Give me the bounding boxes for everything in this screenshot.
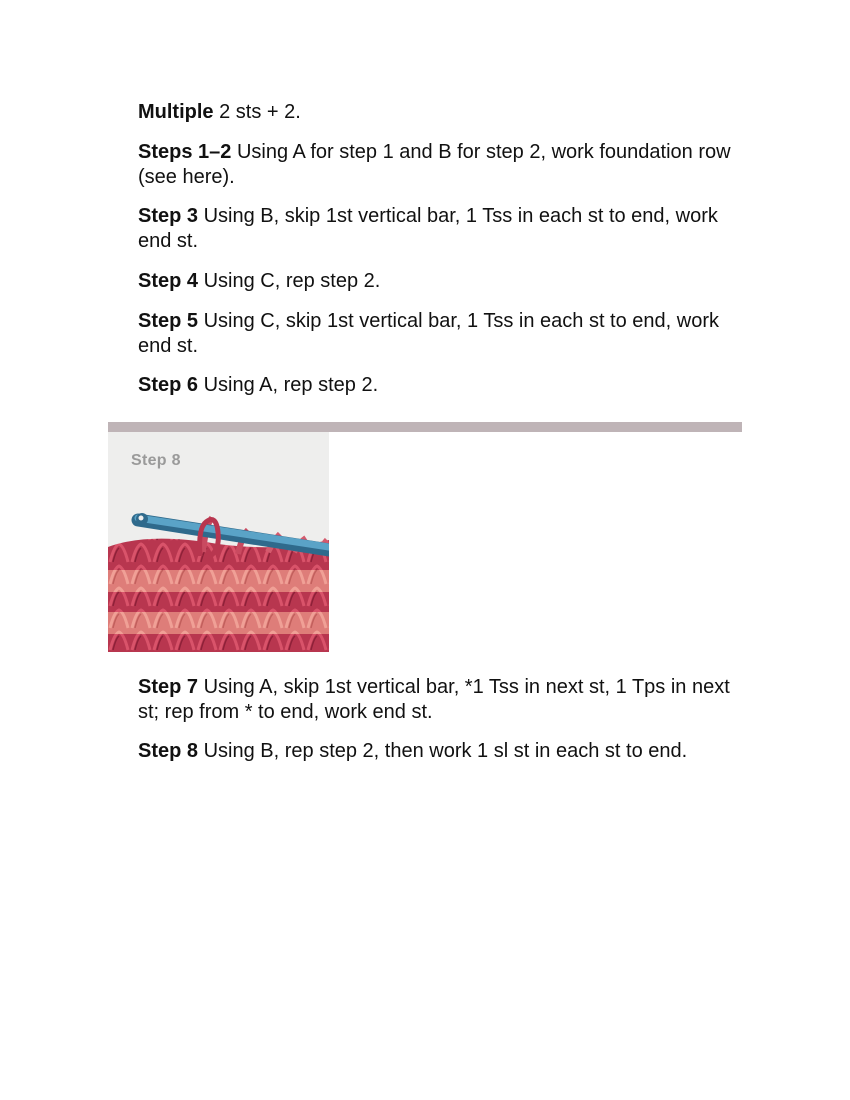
paragraph-label: Step 7: [138, 676, 199, 698]
step-7-paragraph: [138, 675, 750, 725]
step-6-paragraph: [138, 373, 750, 398]
paragraph-text: Using B, skip 1st vertical bar, 1 Tss in each st to end, work end st.: [138, 205, 718, 252]
paragraph-label: Multiple: [138, 101, 214, 123]
step-3-paragraph: [138, 204, 750, 254]
paragraph-label: Steps 1–2: [138, 141, 232, 163]
paragraph-text: Using A, skip 1st vertical bar, *1 Tss in next st, 1 Tps in next st; rep from * to end, work end st.: [138, 676, 730, 723]
paragraph-label: Step 3: [138, 205, 199, 227]
step-5-paragraph: [138, 309, 750, 359]
paragraph-label: Step 4: [138, 270, 199, 292]
paragraph-text: Using C, skip 1st vertical bar, 1 Tss in each st to end, work end st.: [138, 310, 719, 357]
multiple-paragraph: [138, 100, 750, 125]
paragraph-label: Step 6: [138, 374, 199, 396]
paragraph-label: Step 8: [138, 740, 199, 762]
step-4-paragraph: [138, 269, 750, 294]
paragraph-text: Using B, rep step 2, then work 1 sl st in each st to end.: [198, 740, 688, 762]
figure-label: Step 8: [131, 452, 181, 469]
step-8-paragraph: [138, 739, 750, 764]
paragraph-text: Using A for step 1 and B for step 2, work foundation row (see here).: [138, 141, 731, 188]
paragraph-text: 2 sts + 2.: [213, 101, 301, 123]
paragraph-text: Using A, rep step 2.: [198, 374, 379, 396]
paragraph-label: Step 5: [138, 310, 199, 332]
step-8-photo: [108, 432, 329, 652]
section-divider: [108, 422, 742, 432]
paragraph-text: Using C, rep step 2.: [198, 270, 381, 292]
steps-1-2-paragraph: [138, 140, 750, 190]
